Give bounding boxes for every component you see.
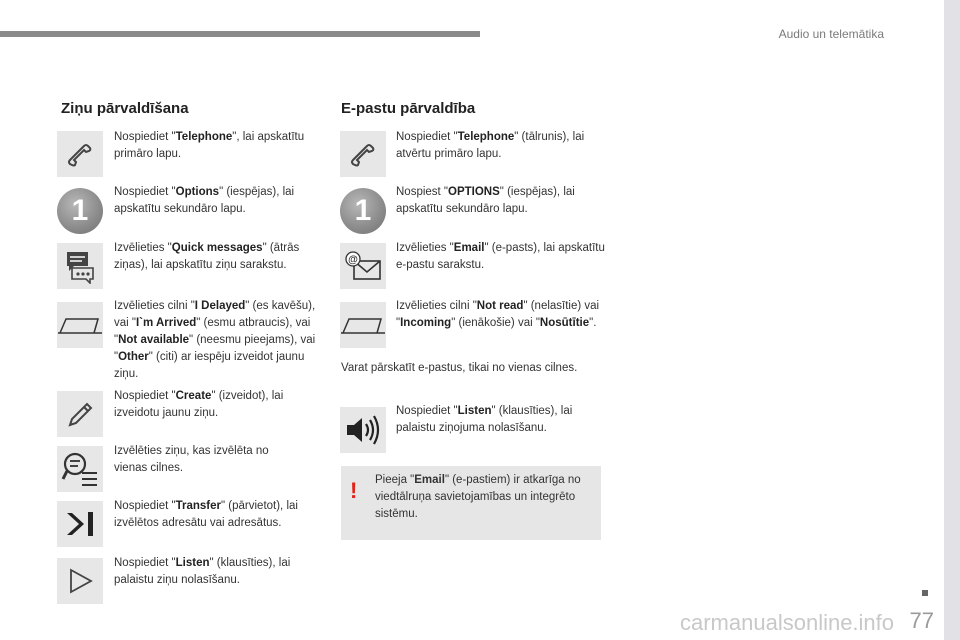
numeral-1-icon: 1	[57, 188, 103, 234]
phone-icon	[340, 131, 386, 177]
email-icon	[340, 243, 386, 289]
pencil-icon	[57, 391, 103, 437]
left-item-transfer: Nospiediet "Transfer" (pārvietot), lai izvēlētos adresātu vai adresātus.	[114, 500, 298, 529]
svg-text:@: @	[348, 254, 358, 266]
top-rule	[0, 31, 480, 37]
tab-icon	[340, 302, 386, 348]
select-list-icon	[57, 446, 103, 492]
right-item-telephone: Nospiediet "Telephone" (tālrunis), lai atvērtu primāro lapu.	[396, 131, 585, 160]
quick-messages-icon	[57, 243, 103, 289]
left-item-tabs: Izvēlieties cilni "I Delayed" (es kavēšu), vai "I`m Arrived" (esmu atbraucis), vai "Not available" (neesmu pieejams), vai "Other" (citi) ar iespēju izveidot jaunu ziņu.	[114, 300, 316, 380]
left-section-title: Ziņu pārvaldīšana	[61, 100, 189, 117]
page-number: 77	[909, 608, 934, 633]
tab-icon	[57, 302, 103, 348]
numeral-1-icon: 1	[340, 188, 386, 234]
page-edge-strip	[944, 0, 960, 640]
left-item-listen: Nospiediet "Listen" (klausīties), lai palaistu ziņu nolasīšanu.	[114, 557, 291, 586]
warning-icon: !	[350, 478, 358, 503]
right-item-options: Nospiest "OPTIONS" (iespējas), lai apskatītu sekundāro lapu.	[396, 186, 575, 215]
left-item-select: Izvēlēties ziņu, kas izvēlēta no vienas cilnes.	[114, 445, 269, 474]
left-item-create: Nospiediet "Create" (izveidot), lai izveidotu jaunu ziņu.	[114, 390, 284, 419]
phone-icon	[57, 131, 103, 177]
left-item-options: Nospiediet "Options" (iespējas), lai apskatītu sekundāro lapu.	[114, 186, 295, 215]
left-item-quick-messages: Izvēlieties "Quick messages" (ātrās ziņas), lai apskatītu ziņu sarakstu.	[114, 242, 300, 271]
right-section-title: E-pastu pārvaldība	[341, 100, 476, 117]
email-tab-note: Varat pārskatīt e-pastus, tikai no vienas cilnes.	[341, 362, 578, 374]
warning-text: Pieeja "Email" (e-pastiem) ir atkarīga no viedtālruņa savietojamības un integrēto sistēmu.	[375, 474, 581, 520]
play-icon	[57, 558, 103, 604]
right-item-email: Izvēlieties "Email" (e-pasts), lai apskatītu e-pastu sarakstu.	[396, 242, 605, 271]
page-marker	[922, 590, 928, 596]
left-item-telephone: Nospiediet "Telephone", lai apskatītu primāro lapu.	[114, 131, 305, 160]
transfer-icon	[57, 501, 103, 547]
right-item-listen: Nospiediet "Listen" (klausīties), lai palaistu ziņojuma nolasīšanu.	[396, 405, 573, 434]
section-header: Audio un telemātika	[778, 27, 884, 41]
right-item-tabs: Izvēlieties cilni "Not read" (nelasītie) vai "Incoming" (ienākošie) vai "Nosūtītie".	[396, 300, 600, 329]
watermark: carmanualsonline.info	[680, 610, 895, 635]
speaker-icon	[340, 407, 386, 453]
